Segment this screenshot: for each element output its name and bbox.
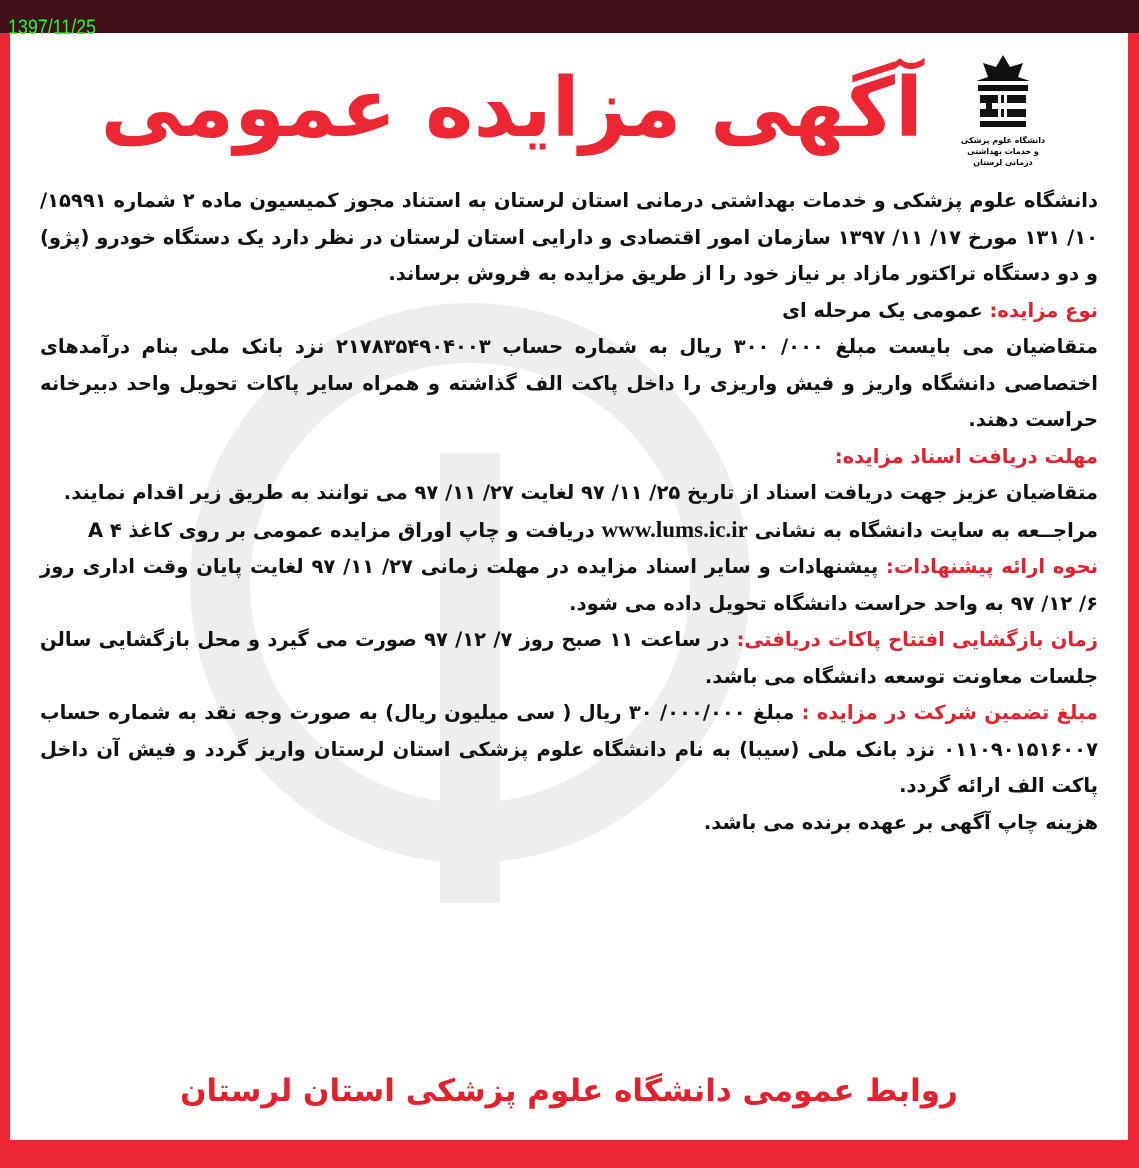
offers-text: پیشنهادات و سایر اسناد مزایده در مهلت زمانی ۲۷/ ۱۱/ ۹۷ لغایت پایان وقت اداری روز ۶/ ۱۲/ ۹۷ به واحد حراست دانشگاه تحویل داده می شود. (40, 555, 1098, 615)
opening-paragraph (40, 622, 1098, 695)
guarantee-label: مبلغ تضمین شرکت در مزایده : (801, 701, 1098, 724)
notice-panel (10, 33, 1128, 1140)
website-text-before: مراجــعه به سایت دانشگاه به نشانی (747, 518, 1098, 542)
logo-caption-line-2: و خدمات بهداشتی درمانی لرستان (967, 147, 1039, 167)
website-link[interactable]: www.lums.ic.ir (601, 516, 748, 542)
notice-header (10, 33, 1128, 183)
stamp-date: 1397/11/25 (8, 16, 97, 39)
website-text-after: دریافت و چاپ اوراق مزایده عمومی بر روی کاغذ A ۴ (87, 518, 602, 542)
offers-label: نحوه ارائه پیشنهادات: (886, 555, 1098, 578)
top-bar (0, 0, 1139, 33)
guarantee-paragraph (40, 695, 1098, 805)
offers-paragraph (40, 549, 1098, 622)
deposit-paragraph: متقاضیان می بایست مبلغ ۰۰۰/ ۳۰۰ ریال به شماره حساب ۲۱۷۸۳۵۴۹۰۴۰۰۳ نزد بانک ملی بنام درآمدهای اختصاصی دانشگاه واریز و فیش واریزی را داخل پاکت الف گذاشته و همراه سایر پاکات تحویل واحد دبیرخانه حراست دهند. (40, 335, 1098, 431)
auction-type (40, 293, 1098, 330)
logo-caption (958, 135, 1048, 168)
deadline-label: مهلت دریافت اسناد مزایده: (834, 444, 1098, 468)
footer-signature: روابط عمومی دانشگاه علوم پزشکی استان لرستان (180, 1073, 958, 1109)
guarantee-text: مبلغ ۰۰۰/۰۰۰/ ۳۰ ریال ( سی میلیون ریال) به صورت وجه نقد به شماره حساب ۰۱۱۰۹۰۱۵۱۶۰۰۷ نزد بانک ملی (سیبا) به نام دانشگاه علوم پزشکی استان لرستان واریز گردد و فیش آن داخل پاکت الف ارائه گردد. (40, 701, 1098, 797)
cost-note: هزینه چاپ آگهی بر عهده برنده می باشد. (703, 810, 1098, 834)
opening-label: زمان بازگشایی افتتاح پاکات دریافتی: (736, 628, 1098, 651)
website-paragraph (40, 512, 1098, 550)
university-logo (958, 51, 1048, 168)
deadline-paragraph: متقاضیان عزیز جهت دریافت اسناد از تاریخ ۲۵/ ۱۱/ ۹۷ لغایت ۲۷/ ۱۱/ ۹۷ می توانند به طریق زیر اقدام نمایند. (63, 481, 1098, 504)
logo-caption-line-1: دانشگاه علوم پزشکی (960, 136, 1046, 145)
opening-text: در ساعت ۱۱ صبح روز ۷/ ۱۲/ ۹۷ صورت می گیرد و محل بازگشایی سالن جلسات معاونت توسعه دانشگاه می باشد. (40, 628, 1098, 688)
university-emblem-icon (968, 51, 1038, 131)
intro-paragraph: دانشگاه علوم پزشکی و خدمات بهداشتی درمانی استان لرستان به استناد مجوز کمیسیون ماده ۲ شماره ۱۵۹۹۱/ ۱۰/ ۱۳۱ مورخ ۱۷/ ۱۱/ ۱۳۹۷ سازمان امور اقتصادی و دارایی استان لرستان در نظر دارد یک دستگاه خودرو (پژو) و دو دستگاه تراکتور مازاد بر نیاز خود را از طریق مزایده به فروش برساند. (40, 189, 1099, 285)
notice-body (10, 183, 1128, 841)
auction-type-label: نوع مزایده: (989, 298, 1098, 322)
auction-type-value: عمومی یک مرحله ای (782, 298, 990, 322)
notice-title: آگهی مزایده عمومی (100, 61, 923, 156)
